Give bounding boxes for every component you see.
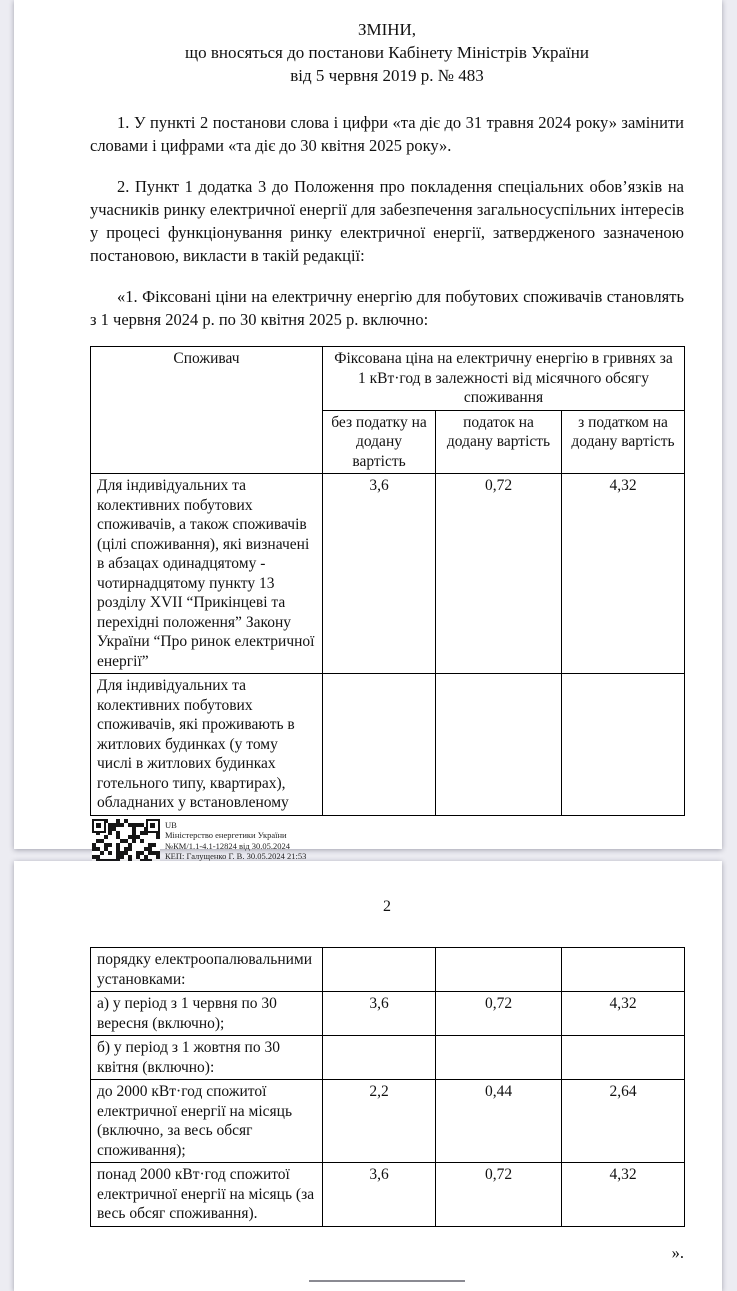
row-label-cell: понад 2000 кВт·год спожитої електричної енергії на місяць (за весь обсяг споживання). bbox=[91, 1163, 323, 1227]
value-cell: 0,72 bbox=[436, 1163, 562, 1227]
value-cell bbox=[562, 948, 685, 992]
subheader-with-vat: з податком на додану вартість bbox=[562, 410, 685, 474]
qr-finder-icon bbox=[146, 819, 160, 833]
stamp-line: №КМ/1.1-4.1-12824 від 30.05.2024 bbox=[165, 840, 291, 851]
table-row bbox=[91, 948, 685, 992]
paragraph-3: «1. Фіксовані ціни на електричну енергію для побутових споживачів становлять з 1 червня 2024 р. по 30 квітня 2025 р. включно: bbox=[90, 287, 684, 329]
closing-quote: ». bbox=[671, 1242, 684, 1262]
value-cell: 3,6 bbox=[323, 474, 436, 674]
subheader-no-vat: без податку на додану вартість bbox=[323, 410, 436, 474]
table-row bbox=[91, 1036, 685, 1080]
value-cell bbox=[323, 948, 436, 992]
value-cell: 2,2 bbox=[323, 1080, 436, 1163]
table-row bbox=[91, 1163, 685, 1227]
page-1 bbox=[14, 0, 722, 861]
page-title bbox=[90, 18, 684, 87]
qr-finder-icon bbox=[92, 819, 106, 833]
title-line: що вносяться до постанови Кабінету Міністрів України bbox=[185, 43, 589, 62]
value-cell bbox=[436, 674, 562, 816]
row-label-cell: б) у період з 1 жовтня по 30 квітня (включно): bbox=[91, 1036, 323, 1080]
value-cell bbox=[436, 1036, 562, 1080]
value-cell: 3,6 bbox=[323, 1163, 436, 1227]
value-cell: 4,32 bbox=[562, 474, 685, 674]
table-header-row bbox=[91, 347, 685, 411]
value-cell: 0,72 bbox=[436, 474, 562, 674]
page-number: 2 bbox=[383, 898, 391, 915]
title-line: від 5 червня 2019 р. № 483 bbox=[290, 66, 484, 85]
table-row bbox=[91, 1080, 685, 1163]
price-group-header-cell: Фіксована ціна на електричну енергію в гривнях за 1 кВт·год в залежності від місячного обсягу споживання bbox=[323, 347, 685, 411]
value-cell bbox=[436, 948, 562, 992]
table-row bbox=[91, 474, 685, 674]
value-cell bbox=[323, 1036, 436, 1080]
value-cell: 3,6 bbox=[323, 992, 436, 1036]
row-label-cell: а) у період з 1 червня по 30 вересня (включно); bbox=[91, 992, 323, 1036]
row-label-cell: Для індивідуальних та колективних побутових споживачів, які проживають в житлових будинках (у тому числі в житлових будинках готельного типу, квартирах), обладнаних у встановленому bbox=[91, 674, 323, 816]
consumer-header-cell: Споживач bbox=[91, 347, 323, 474]
row-label-cell: порядку електроопалювальними установками: bbox=[91, 948, 323, 992]
tariff-table-page2 bbox=[90, 947, 685, 1227]
page-2 bbox=[14, 861, 722, 1291]
paragraph-1: 1. У пункті 2 постанови слова і цифри «та діє до 31 травня 2024 року» замінити словами і цифрами «та діє до 30 квітня 2025 року». bbox=[90, 113, 684, 155]
value-cell: 2,64 bbox=[562, 1080, 685, 1163]
value-cell bbox=[562, 1036, 685, 1080]
value-cell bbox=[562, 674, 685, 816]
title-line: ЗМІНИ, bbox=[357, 20, 417, 39]
paragraph-2: 2. Пункт 1 додатка 3 до Положення про покладення спеціальних обов’язків на учасників ринку електричної енергії для забезпечення загальносуспільних інтересів у процесі функціонування ринку електричної енергії, затвердженого зазначеною постановою, викласти в такій редакції: bbox=[90, 177, 684, 265]
stamp-line: КЕП: Галущенко Г. В. 30.05.2024 21:53 bbox=[165, 851, 307, 861]
subheader-vat: податок на додану вартість bbox=[436, 410, 562, 474]
value-cell bbox=[323, 674, 436, 816]
tariff-table-page1 bbox=[90, 346, 685, 816]
stamp-line: UB bbox=[165, 819, 177, 830]
value-cell: 4,32 bbox=[562, 1163, 685, 1227]
value-cell: 4,32 bbox=[562, 992, 685, 1036]
row-label-cell: Для індивідуальних та колективних побутових споживачів, а також споживачів (цілі споживання), які визначені в абзацах одинадцятому - чотирнадцятому пункту 13 розділу XVII “Прикінцеві та перехідні положення” Закону України “Про ринок електричної енергії” bbox=[91, 474, 323, 674]
value-cell: 0,72 bbox=[436, 992, 562, 1036]
row-label-cell: до 2000 кВт·год спожитої електричної енергії на місяць (включно, за весь обсяг споживання); bbox=[91, 1080, 323, 1163]
table-row bbox=[91, 674, 685, 816]
stamp-line: Міністерство енергетики України bbox=[165, 830, 287, 840]
table-row bbox=[91, 992, 685, 1036]
value-cell: 0,44 bbox=[436, 1080, 562, 1163]
